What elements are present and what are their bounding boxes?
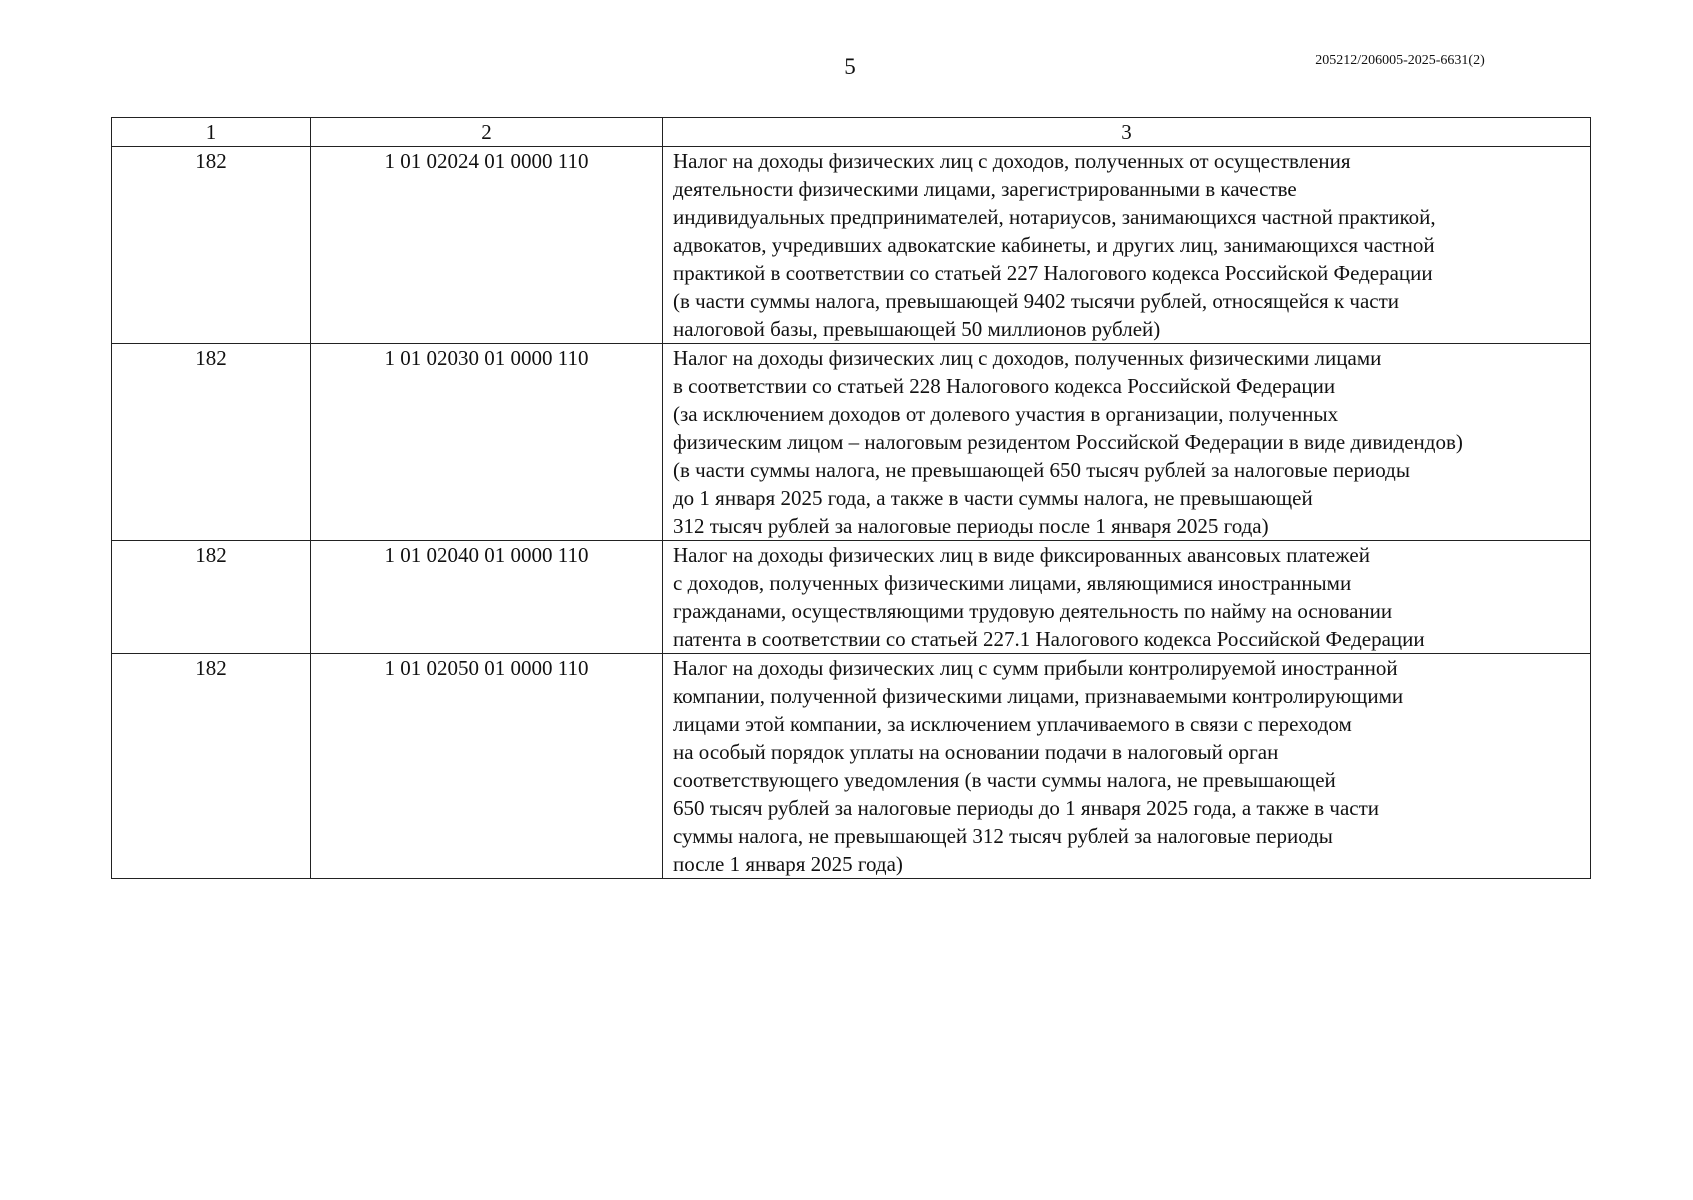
table-row — [112, 654, 1591, 879]
revenue-name-line: Налог на доходы физических лиц в виде фиксированных авансовых платежей — [673, 543, 1370, 567]
revenue-name-line: после 1 января 2025 года) — [673, 852, 903, 876]
column-header-2: 2 — [311, 118, 663, 147]
budget-code-cell: 1 01 02050 01 0000 110 — [311, 654, 663, 879]
revenue-name-cell — [663, 147, 1591, 344]
revenue-name-line: (в части суммы налога, не превышающей 650 тысяч рублей за налоговые периоды — [673, 458, 1410, 482]
revenue-name-line: до 1 января 2025 года, а также в части суммы налога, не превышающей — [673, 486, 1313, 510]
revenue-name-cell — [663, 541, 1591, 654]
revenue-name-line: 650 тысяч рублей за налоговые периоды до 1 января 2025 года, а также в части — [673, 796, 1380, 820]
column-header-1: 1 — [112, 118, 311, 147]
table-row — [112, 541, 1591, 654]
admin-code-cell: 182 — [112, 541, 311, 654]
column-header-3: 3 — [663, 118, 1591, 147]
revenue-name-line: патента в соответствии со статьей 227.1 Налогового кодекса Российской Федерации — [673, 627, 1425, 651]
revenue-name-line: (в части суммы налога, превышающей 9402 тысячи рублей, относящейся к части — [673, 289, 1400, 313]
revenue-name-cell — [663, 344, 1591, 541]
revenue-name-line: на особый порядок уплаты на основании подачи в налоговый орган — [673, 740, 1279, 764]
revenue-name-line: адвокатов, учредивших адвокатские кабинеты, и других лиц, занимающихся частной — [673, 233, 1435, 257]
revenue-name-line: гражданами, осуществляющими трудовую деятельность по найму на основании — [673, 599, 1393, 623]
revenue-name-line: (за исключением доходов от долевого участия в организации, полученных — [673, 402, 1339, 426]
budget-code-cell: 1 01 02040 01 0000 110 — [311, 541, 663, 654]
budget-codes-table — [111, 117, 1591, 879]
revenue-name-line: Налог на доходы физических лиц с доходов, полученных от осуществления — [673, 149, 1351, 173]
admin-code-cell: 182 — [112, 344, 311, 541]
admin-code-cell: 182 — [112, 654, 311, 879]
revenue-name-line: компании, полученной физическими лицами, признаваемыми контролирующими — [673, 684, 1404, 708]
revenue-name-line: с доходов, полученных физическими лицами, являющимися иностранными — [673, 571, 1352, 595]
revenue-name-line: индивидуальных предпринимателей, нотариусов, занимающихся частной практикой, — [673, 205, 1436, 229]
table-header-row — [112, 118, 1591, 147]
revenue-name-line: суммы налога, не превышающей 312 тысяч рублей за налоговые периоды — [673, 824, 1333, 848]
document-reference: 205212/206005-2025-6631(2) — [1315, 53, 1485, 68]
budget-code-cell: 1 01 02030 01 0000 110 — [311, 344, 663, 541]
revenue-name-line: Налог на доходы физических лиц с сумм прибыли контролируемой иностранной — [673, 656, 1398, 680]
revenue-name-line: соответствующего уведомления (в части суммы налога, не превышающей — [673, 768, 1336, 792]
admin-code-cell: 182 — [112, 147, 311, 344]
budget-code-cell: 1 01 02024 01 0000 110 — [311, 147, 663, 344]
revenue-name-line: лицами этой компании, за исключением уплачиваемого в связи с переходом — [673, 712, 1352, 736]
revenue-name-line: деятельности физическими лицами, зарегистрированными в качестве — [673, 177, 1297, 201]
page-number: 5 — [844, 54, 856, 79]
revenue-name-line: Налог на доходы физических лиц с доходов, полученных физическими лицами — [673, 346, 1382, 370]
revenue-name-cell — [663, 654, 1591, 879]
table-row — [112, 147, 1591, 344]
revenue-name-line: практикой в соответствии со статьей 227 Налогового кодекса Российской Федерации — [673, 261, 1433, 285]
revenue-name-line: 312 тысяч рублей за налоговые периоды после 1 января 2025 года) — [673, 514, 1269, 538]
revenue-name-line: в соответствии со статьей 228 Налогового кодекса Российской Федерации — [673, 374, 1336, 398]
table-row — [112, 344, 1591, 541]
revenue-name-line: физическим лицом – налоговым резидентом Российской Федерации в виде дивидендов) — [673, 430, 1463, 454]
revenue-name-line: налоговой базы, превышающей 50 миллионов рублей) — [673, 317, 1161, 341]
